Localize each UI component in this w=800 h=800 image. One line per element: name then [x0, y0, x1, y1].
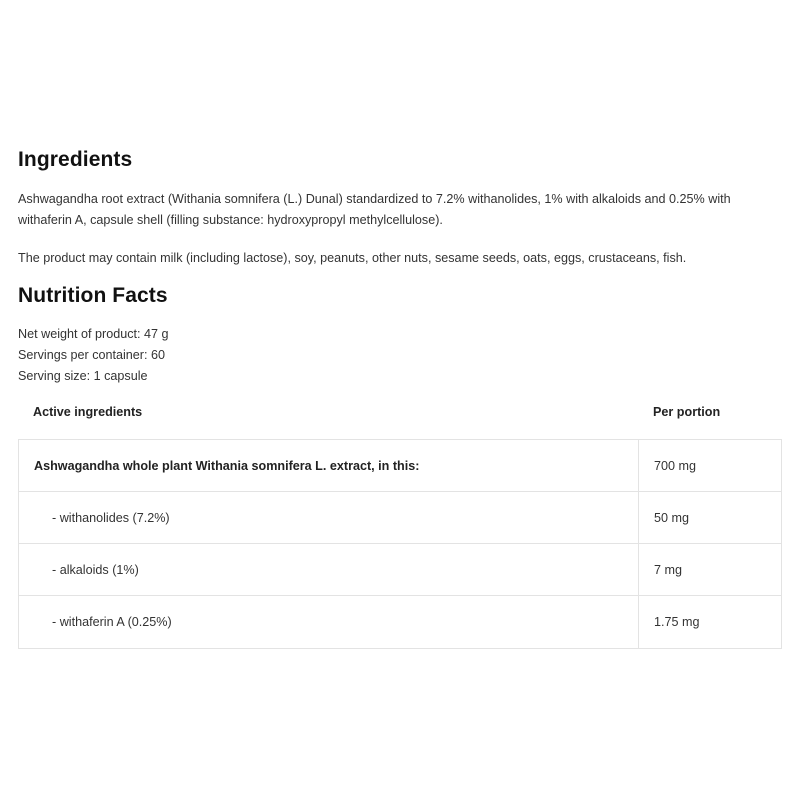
table-row [19, 492, 781, 544]
ingredient-amount: 50 mg [654, 510, 690, 525]
header-per-portion: Per portion [653, 405, 721, 419]
table-row [19, 440, 781, 492]
ingredient-amount: 7 mg [654, 562, 682, 577]
allergen-text: The product may contain milk (including lactose), soy, peanuts, other nuts, sesame seeds, oats, eggs, crustaceans, fish. [18, 251, 687, 265]
ingredient-amount: 700 mg [654, 458, 697, 473]
servings-per-container: Servings per container: 60 [18, 348, 166, 362]
nutrition-facts-title: Nutrition Facts [18, 284, 168, 307]
table-header [18, 394, 782, 439]
ingredient-name: - withaferin A (0.25%) [19, 596, 639, 648]
ingredient-name: - withanolides (7.2%) [19, 492, 639, 543]
ingredient-amount: 1.75 mg [654, 615, 700, 629]
ingredients-text: Ashwagandha root extract (Withania somnifera (L.) Dunal) standardized to 7.2% withanolides, 1% with alkaloids and 0.25% with withaferin A, capsule shell (filling substance: hydroxypropyl methylcellulose). [18, 192, 731, 227]
ingredients-title: Ingredients [18, 148, 133, 171]
net-weight: Net weight of product: 47 g [18, 327, 169, 341]
ingredient-name: - alkaloids (1%) [19, 544, 639, 595]
table-body [18, 439, 782, 649]
serving-size: Serving size: 1 capsule [18, 369, 148, 383]
table-row [19, 544, 781, 596]
ingredient-name: Ashwagandha whole plant Withania somnifera L. extract, in this: [19, 440, 639, 491]
nutrition-table [18, 394, 782, 649]
table-row [19, 596, 781, 648]
header-active-ingredients: Active ingredients [33, 405, 143, 419]
